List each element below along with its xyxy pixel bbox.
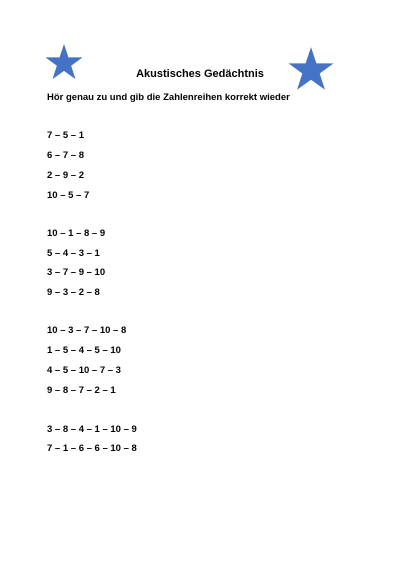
number-sequence: 3 – 8 – 4 – 1 – 10 – 9	[47, 424, 137, 435]
number-sequence: 6 – 7 – 8	[47, 150, 84, 161]
page-title: Akustisches Gedächtnis	[136, 68, 264, 80]
number-sequence: 1 – 5 – 4 – 5 – 10	[47, 345, 121, 356]
number-sequence: 10 – 1 – 8 – 9	[47, 228, 106, 239]
number-sequence: 9 – 3 – 2 – 8	[47, 287, 100, 298]
number-sequence: 5 – 4 – 3 – 1	[47, 248, 100, 259]
number-sequence: 3 – 7 – 9 – 10	[47, 267, 106, 278]
number-sequence: 10 – 3 – 7 – 10 – 8	[47, 325, 127, 336]
number-sequence: 10 – 5 – 7	[47, 190, 90, 201]
number-sequence: 9 – 8 – 7 – 2 – 1	[47, 385, 116, 396]
number-sequence: 7 – 5 – 1	[47, 130, 84, 141]
number-sequence: 7 – 1 – 6 – 6 – 10 – 8	[47, 443, 137, 454]
number-sequence: 4 – 5 – 10 – 7 – 3	[47, 365, 121, 376]
instruction-text: Hör genau zu und gib die Zahlenreihen korrekt wieder	[47, 92, 290, 103]
number-sequence: 2 – 9 – 2	[47, 170, 84, 181]
